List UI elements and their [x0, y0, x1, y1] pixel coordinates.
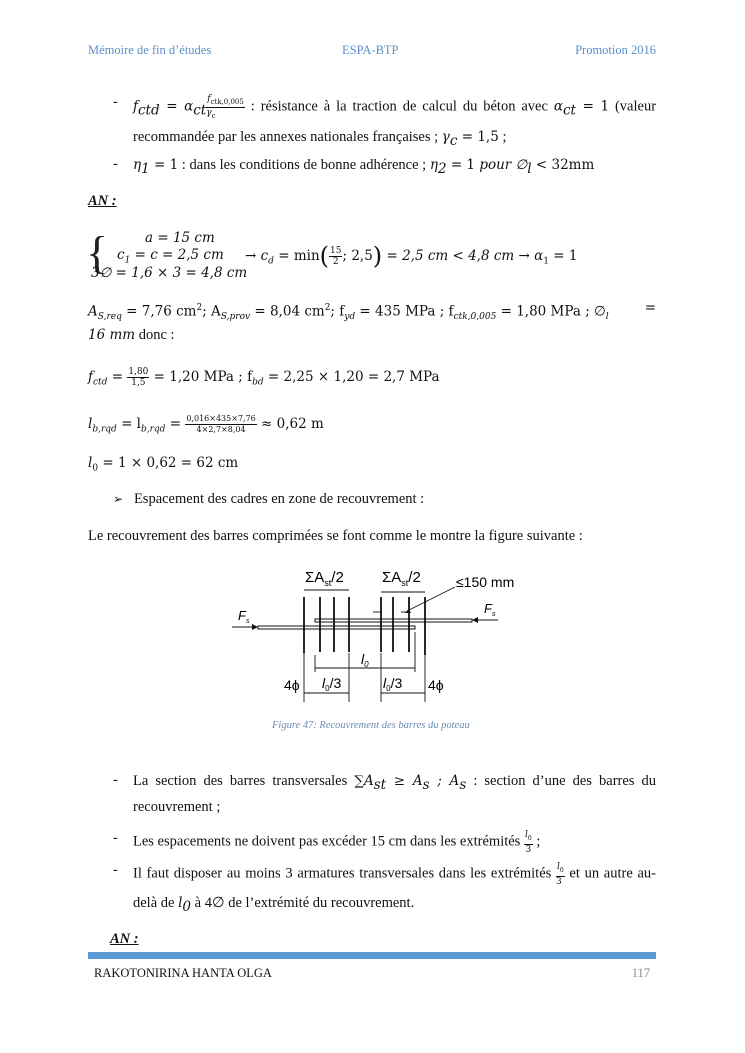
brace: { — [86, 227, 109, 278]
bullet-dash: - — [113, 94, 118, 110]
arrow-bullet-item: ➢ Espacement des cadres en zone de recouvrement : — [113, 491, 425, 507]
system-line-c: $c_1 = c = 2,5$ cm — [117, 247, 224, 266]
lbrqd-calc: $l_{b,rqd} = l_{b,rqd}$ = $\frac{0,016\times 435\times 7,76}{4\times 2,7\times 8,04}$ ≈ 0,62 m — [88, 414, 324, 435]
sum-ast-right-label: $\Sigma A_{st}/2$ — [382, 569, 421, 588]
bullet-dash: - — [113, 830, 118, 846]
figure-caption: Figure 47: Recouvrement des barres du poteau — [272, 720, 470, 731]
header-left: Mémoire de fin d’études — [88, 43, 212, 57]
fctd-definition: $f_{ctd} = \alpha_{ct}$ $\frac{f_{ctk,0,005}}{\gamma_c}$ : résistance à la traction de calcul du béton avec $\alpha_{ct} = 1$ (valeur — [133, 94, 657, 120]
footer-author: RAKOTONIRINA HANTA OLGA — [94, 966, 272, 980]
fctd-definition-cont: recommandée par les annexes nationales françaises ; $\gamma_c = 1,5$ ; — [133, 129, 507, 149]
bullet-dash: - — [113, 772, 118, 788]
bullet-dash: - — [113, 862, 118, 878]
force-right-label: $F_s$ — [484, 601, 496, 618]
input-values: $A_{S,req} = 7,76$ $cm^2$; $A_{S,prov} = 8,04$ $cm^2$; $f_{yd} = 435$ MPa ; $f_{ctk,0,005} = 1,80$ MPa ; $\emptyset_l$ = — [88, 300, 656, 323]
lower-bar — [258, 626, 415, 629]
bullet-dash: - — [113, 156, 118, 172]
eta-definition: $\eta_1 = 1$ : dans les conditions de bonne adhérence ; $\eta_2 = 1$ pour $\emptyset_l < 32mm$ — [133, 157, 595, 177]
an-heading: AN : — [110, 931, 139, 947]
force-left-label: $F_s$ — [238, 608, 250, 625]
rule-transverse-section: La section des barres transversales $\sum A_{st} \ge A_s$ ; $A_s$ : section d’une des barres du — [133, 773, 656, 793]
input-values-cont: 16 mm donc : — [88, 327, 175, 343]
l0-third-right-label: $l_0/3$ — [383, 675, 403, 693]
an-heading: AN : — [88, 193, 117, 209]
arrow-bullet-icon: ➢ — [113, 492, 124, 506]
lap-splice-figure — [210, 560, 520, 710]
system-line-3phi: 3∅ = 1,6 × 3 = 4,8 cm — [91, 265, 248, 281]
max-spacing-label: ≤150 mm — [456, 574, 515, 590]
l0-calc: $l_0 = 1 \times 0,62 = 62$ cm — [88, 455, 239, 474]
four-phi-left-label: 4ϕ — [284, 677, 300, 693]
header-right: Promotion 2016 — [575, 43, 656, 57]
header-center: ESPA-BTP — [342, 43, 399, 57]
l0-third-left-label: $l_0/3$ — [322, 675, 342, 693]
rule-spacing: Les espacements ne doivent pas excéder 15 cm dans les extrémités $\frac{l_0}{3}$ ; — [133, 830, 541, 855]
rule-min-stirrups: Il faut disposer au moins 3 armatures transversales dans les extrémités $\frac{l_0}{3}$ et un autre au- — [133, 862, 656, 887]
system-line-a: a = 15 cm — [145, 230, 215, 246]
four-phi-right-label: 4ϕ — [428, 677, 444, 693]
fctd-calc: $f_{ctd}$ = $\frac{1,80}{1,5}$ = 1,20 MPa ; $f_{bd} = 2,25 \times 1,20 = 2,7$ MPa — [88, 367, 440, 388]
cd-result: → $c_d = \min$( $\frac{15}{2}$ ; 2,5) = 2,5 cm < 4,8 cm → $\alpha_1 = 1$ — [245, 242, 578, 270]
rule-min-stirrups-cont: delà de $l_0$ à 4∅ de l’extrémité du recouvrement. — [133, 895, 415, 915]
sum-ast-left-label: $\Sigma A_{st}/2$ — [305, 569, 344, 588]
rule-transverse-section-cont: recouvrement ; — [133, 799, 221, 815]
l0-label: $l_0$ — [361, 651, 369, 669]
figure-intro: Le recouvrement des barres comprimées se font comme le montre la figure suivante : — [88, 528, 583, 544]
footer-bar — [88, 952, 656, 959]
page-number: 117 — [631, 966, 650, 980]
